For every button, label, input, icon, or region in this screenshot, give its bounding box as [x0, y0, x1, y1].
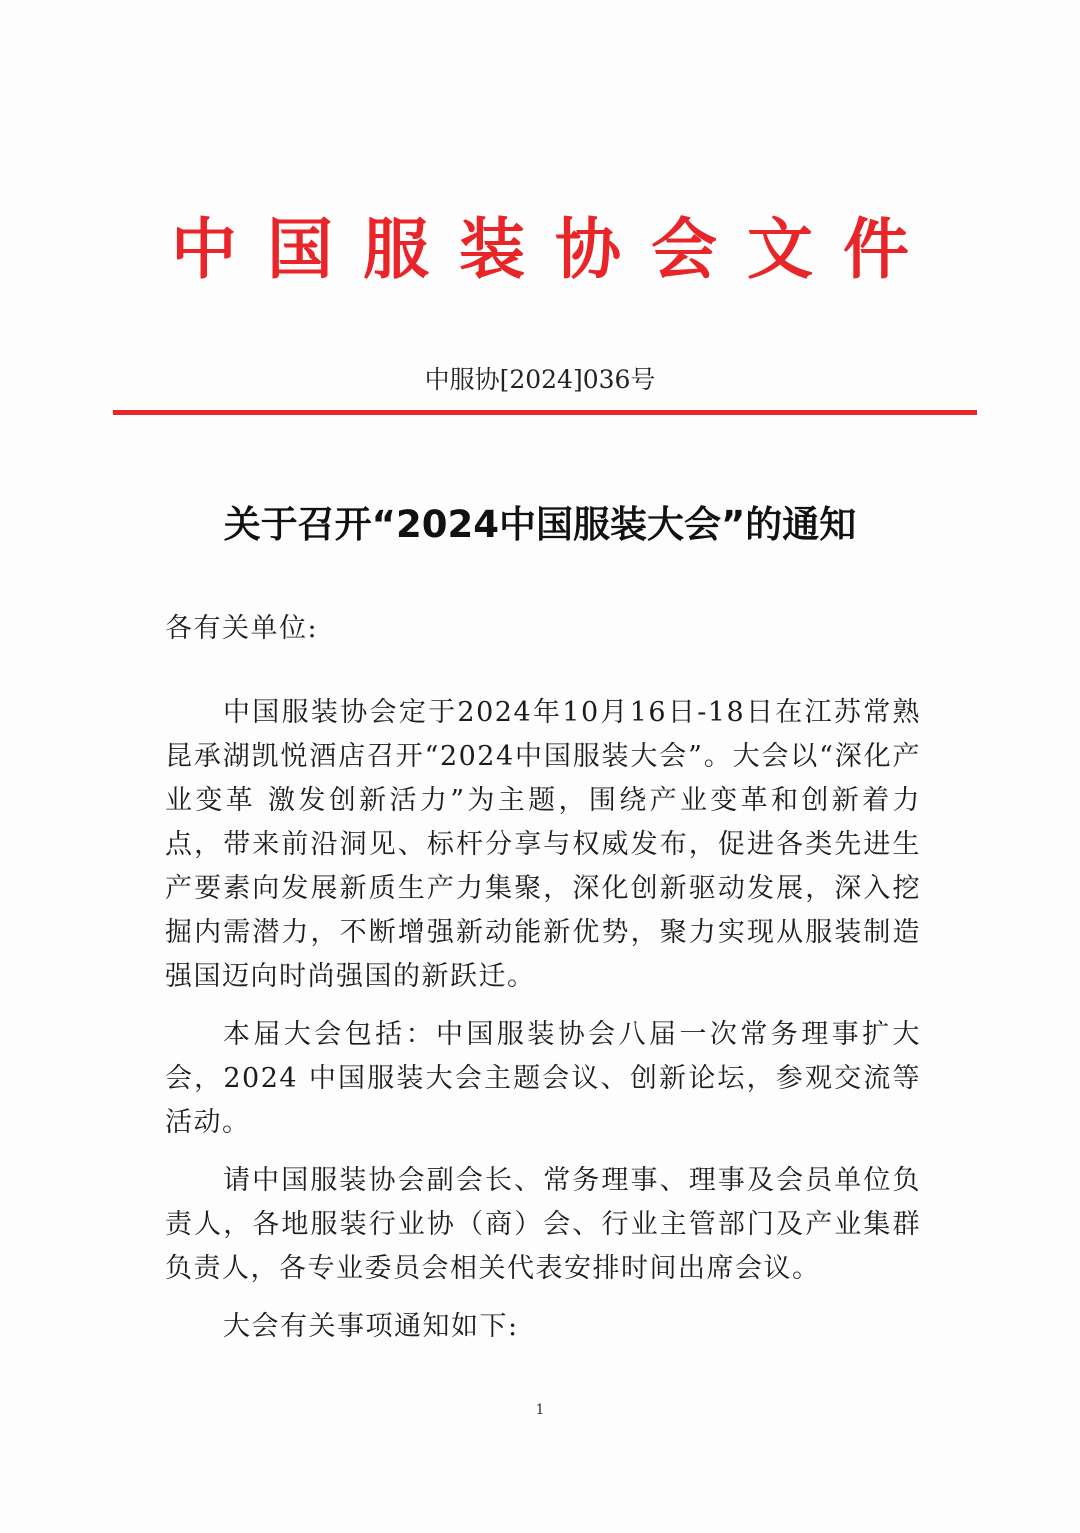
document-number: 中服协[2024]036号 — [424, 365, 656, 394]
paragraph-intro: 中国服装协会定于2024年10月16日-18日在江苏常熟昆承湖凯悦酒店召开“2024中国服装大会”。大会以“深化产业变革 激发创新活力”为主题，围绕产业变革和创新着力点，带来前沿洞见、标杆分享与权威发布，促进各类先进生产要素向发展新质生产力集聚，深化创新驱动发展，深入挖掘内需潜力，不断增强新动能新优势，聚力实现从服装制造强国迈向时尚强国的新跃迁。 — [165, 697, 921, 992]
salutation: 各有关单位: — [165, 613, 319, 644]
paragraph-matters: 大会有关事项通知如下: — [223, 1311, 519, 1342]
document-body — [165, 607, 921, 1363]
document-header: 中国服装协会文件 — [171, 211, 939, 288]
page-number: 1 — [535, 1402, 545, 1418]
paragraph-agenda: 本届大会包括：中国服装协会八届一次常务理事扩大会，2024 中国服装大会主题会议、创新论坛，参观交流等活动。 — [165, 1019, 921, 1138]
red-divider-rule — [113, 410, 977, 415]
document-title: 关于召开“2024中国服装大会”的通知 — [223, 503, 857, 546]
paragraph-attendees: 请中国服装协会副会长、常务理事、理事及会员单位负责人，各地服装行业协（商）会、行业主管部门及产业集群负责人，各专业委员会相关代表安排时间出席会议。 — [165, 1165, 921, 1284]
